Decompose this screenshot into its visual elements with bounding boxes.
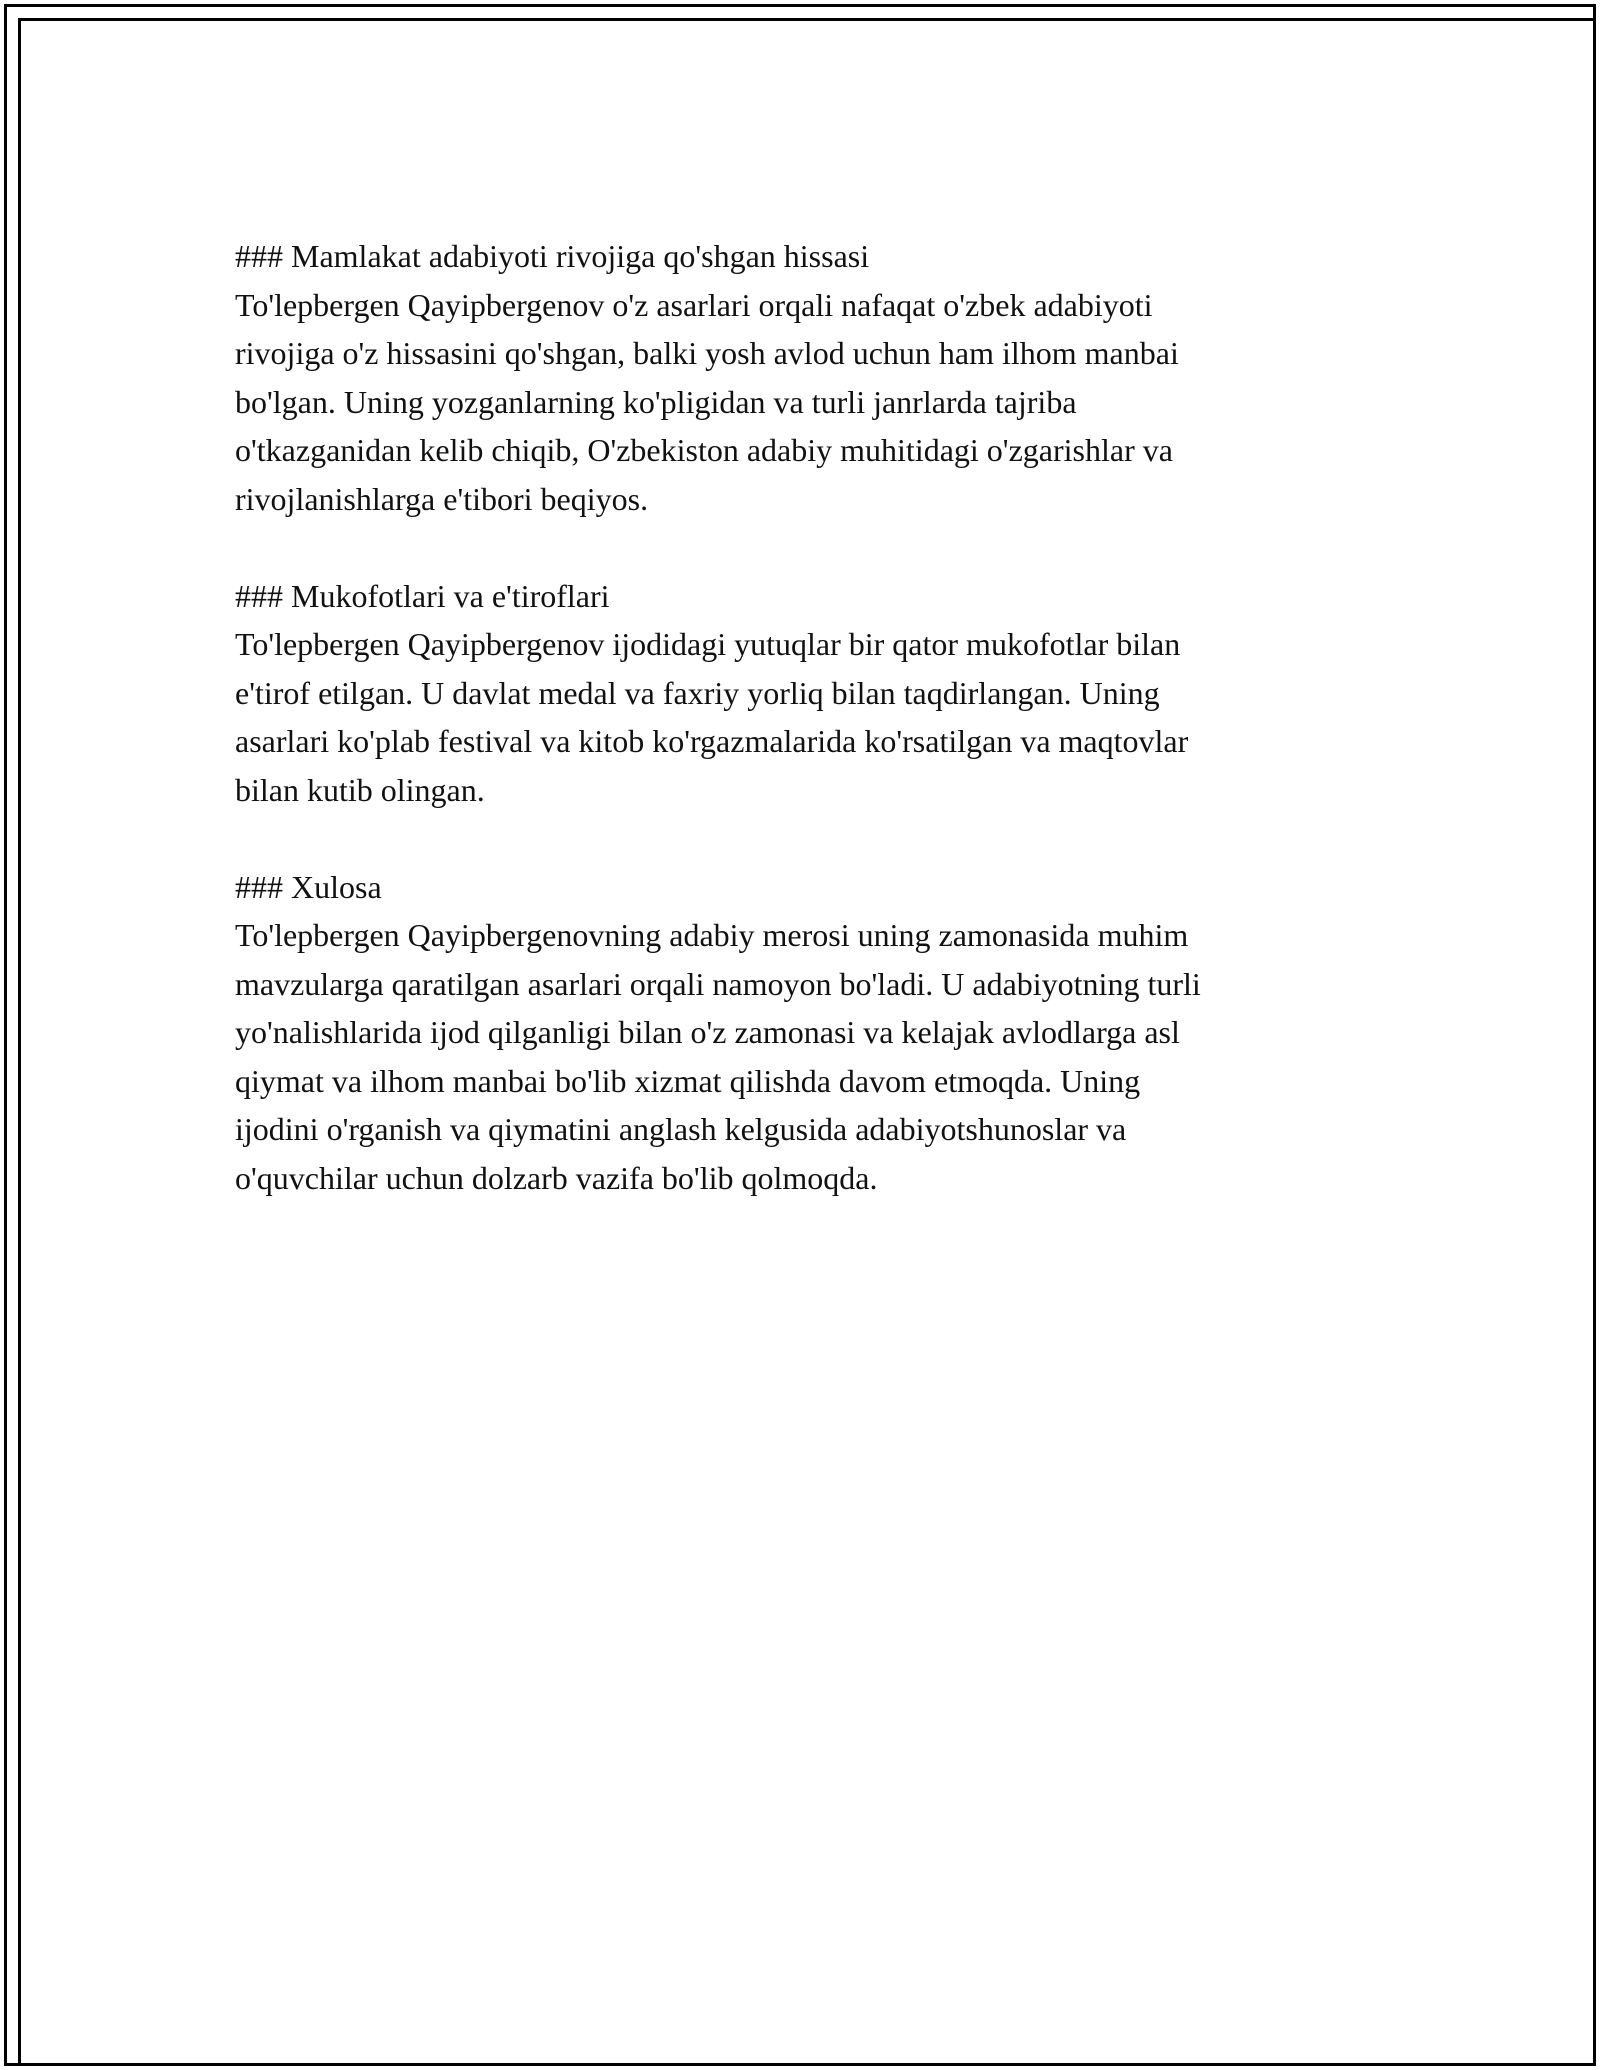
document-content <box>235 232 1365 1251</box>
paragraph-line: To'lepbergen Qayipbergenov ijodidagi yutuqlar bir qator mukofotlar bilan <box>235 626 1181 662</box>
paragraph-line: o'tkazganidan kelib chiqib, O'zbekiston adabiy muhitidagi o'zgarishlar va <box>235 432 1173 468</box>
section-paragraph <box>235 281 1365 524</box>
paragraph-line: qiymat va ilhom manbai bo'lib xizmat qilishda davom etmoqda. Uning <box>235 1062 1141 1099</box>
paragraph-line: bilan kutib olingan. <box>235 771 485 808</box>
paragraph-line: To'lepbergen Qayipbergenov o'z asarlari orqali nafaqat o'zbek adabiyoti <box>235 286 1153 323</box>
section-conclusion <box>235 863 1365 1203</box>
section-heading: ### Mamlakat adabiyoti rivojiga qo'shgan hissasi <box>235 238 870 274</box>
paragraph-line: ijodini o'rganish va qiymatini anglash kelgusida adabiyotshunoslar va <box>235 1111 1127 1147</box>
section-awards <box>235 572 1365 815</box>
paragraph-line: o'quvchilar uchun dolzarb vazifa bo'lib qolmoqda. <box>235 1159 878 1196</box>
paragraph-line: To'lepbergen Qayipbergenovning adabiy merosi uning zamonasida muhim <box>235 917 1189 953</box>
paragraph-line: rivojiga o'z hissasini qo'shgan, balki yosh avlod uchun ham ilhom manbai <box>235 335 1179 371</box>
paragraph-line: rivojlanishlarga e'tibori beqiyos. <box>235 480 649 517</box>
paragraph-line: asarlari ko'plab festival va kitob ko'rgazmalarida ko'rsatilgan va maqtovlar <box>235 723 1189 759</box>
section-heading: ### Xulosa <box>235 868 382 905</box>
section-heading: ### Mukofotlari va e'tiroflari <box>235 577 610 614</box>
section-contribution <box>235 232 1365 523</box>
paragraph-line: e'tirof etilgan. U davlat medal va faxriy yorliq bilan taqdirlangan. Uning <box>235 674 1160 711</box>
section-paragraph <box>235 911 1365 1202</box>
section-paragraph <box>235 620 1365 814</box>
paragraph-line: bo'lgan. Uning yozganlarning ko'pligidan va turli janrlarda tajriba <box>235 383 1077 420</box>
paragraph-line: yo'nalishlarida ijod qilganligi bilan o'z zamonasi va kelajak avlodlarga asl <box>235 1014 1180 1050</box>
paragraph-line: mavzularga qaratilgan asarlari orqali namoyon bo'ladi. U adabiyotning turli <box>235 965 1201 1002</box>
